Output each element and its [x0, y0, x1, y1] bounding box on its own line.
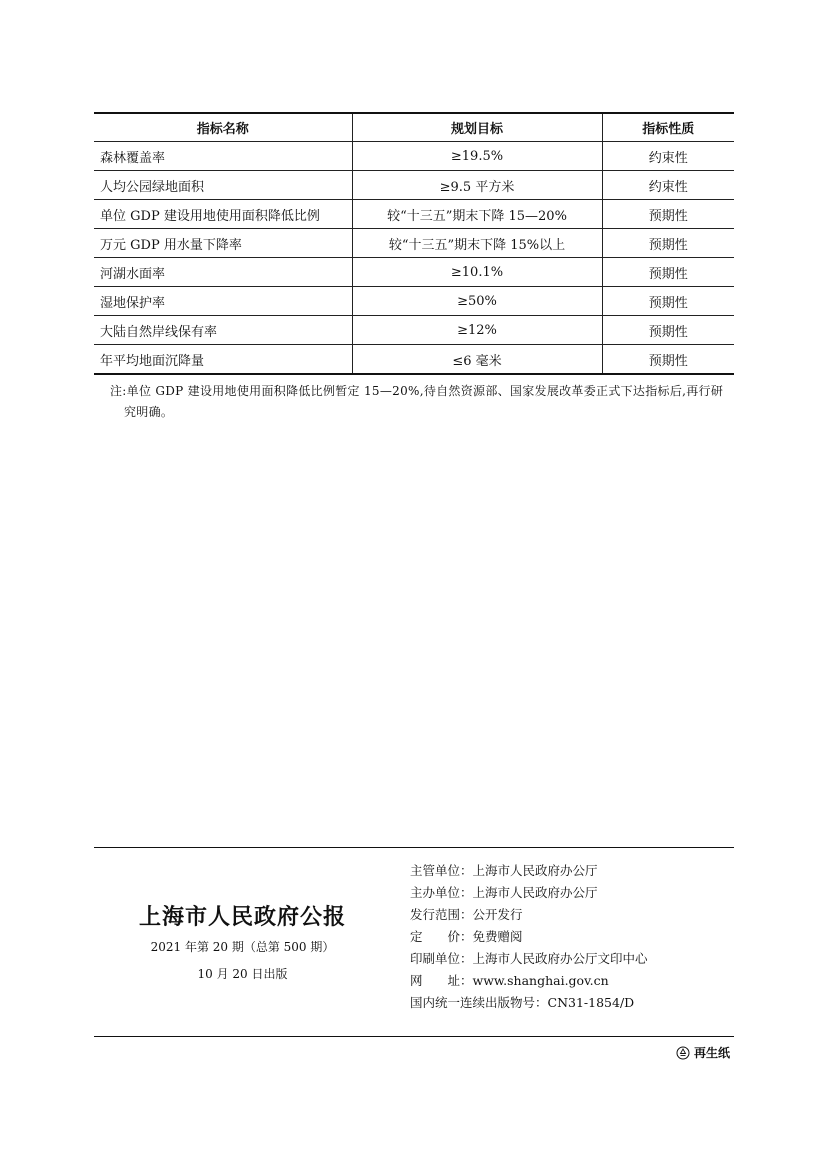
- cell-indicator-name: 年平均地面沉降量: [94, 345, 352, 375]
- cell-nature: 预期性: [602, 316, 734, 345]
- colophon-row-price: [410, 926, 648, 948]
- colophon-label: 主管单位：: [410, 863, 473, 878]
- colophon-value: 公开发行: [472, 907, 523, 922]
- publication-issue: 2021 年第 20 期（总第 500 期）: [150, 940, 335, 954]
- cell-target: ≥9.5 平方米: [352, 171, 602, 200]
- table-row: [94, 258, 734, 287]
- colophon-row-serial-number: [410, 992, 648, 1014]
- colophon-bottom-rule: [94, 1036, 734, 1037]
- publication-title: 上海市人民政府公报: [138, 904, 346, 930]
- colophon: [410, 860, 648, 1014]
- indicator-table: [94, 112, 734, 375]
- colophon-row-sponsor: [410, 882, 648, 904]
- cell-nature: 约束性: [602, 142, 734, 171]
- table-header-row: [94, 113, 734, 142]
- cell-nature: 预期性: [602, 345, 734, 375]
- table-row: [94, 171, 734, 200]
- cell-nature: 预期性: [602, 229, 734, 258]
- cell-indicator-name: 单位 GDP 建设用地使用面积降低比例: [94, 200, 352, 229]
- table-row: [94, 345, 734, 375]
- colophon-value: 上海市人民政府办公厅: [472, 863, 598, 878]
- cell-target: ≤6 毫米: [352, 345, 602, 375]
- header-indicator-name: 指标名称: [94, 113, 352, 142]
- colophon-value: 免费赠阅: [472, 929, 523, 944]
- cell-indicator-name: 森林覆盖率: [94, 142, 352, 171]
- cell-target: 较“十三五”期末下降 15%以上: [352, 229, 602, 258]
- colophon-value: 上海市人民政府办公厅文印中心: [472, 951, 648, 966]
- colophon-value: www.shanghai.gov.cn: [472, 973, 609, 988]
- table-row: [94, 142, 734, 171]
- publication-date: 10 月 20 日出版: [197, 967, 288, 981]
- cell-indicator-name: 河湖水面率: [94, 258, 352, 287]
- recycle-icon: [676, 1046, 690, 1060]
- header-nature: 指标性质: [602, 113, 734, 142]
- colophon-value: CN31-1854/D: [547, 995, 635, 1010]
- colophon-label: 定 价：: [410, 929, 473, 944]
- recycled-paper-mark: [676, 1044, 730, 1061]
- colophon-label: 印刷单位：: [410, 951, 473, 966]
- cell-target: 较“十三五”期末下降 15—20%: [352, 200, 602, 229]
- table-row: [94, 200, 734, 229]
- cell-nature: 约束性: [602, 171, 734, 200]
- colophon-row-printer: [410, 948, 648, 970]
- colophon-label: 主办单位：: [410, 885, 473, 900]
- cell-indicator-name: 万元 GDP 用水量下降率: [94, 229, 352, 258]
- indicator-table-container: [94, 112, 734, 375]
- table-footnote: 注:单位 GDP 建设用地使用面积降低比例暂定 15—20%,待自然资源部、国家发展改革委正式下达指标后,再行研究明确。: [110, 384, 724, 419]
- cell-nature: 预期性: [602, 258, 734, 287]
- cell-indicator-name: 人均公园绿地面积: [94, 171, 352, 200]
- colophon-label: 国内统一连续出版物号：: [410, 995, 548, 1010]
- cell-target: ≥10.1%: [352, 258, 602, 287]
- table-row: [94, 316, 734, 345]
- cell-target: ≥19.5%: [352, 142, 602, 171]
- colophon-row-distribution: [410, 904, 648, 926]
- colophon-top-rule: [94, 847, 734, 848]
- colophon-label: 发行范围：: [410, 907, 473, 922]
- colophon-row-supervisor: [410, 860, 648, 882]
- cell-target: ≥12%: [352, 316, 602, 345]
- cell-indicator-name: 湿地保护率: [94, 287, 352, 316]
- colophon-row-website: [410, 970, 648, 992]
- table-row: [94, 229, 734, 258]
- header-target: 规划目标: [352, 113, 602, 142]
- cell-nature: 预期性: [602, 287, 734, 316]
- cell-nature: 预期性: [602, 200, 734, 229]
- cell-indicator-name: 大陆自然岸线保有率: [94, 316, 352, 345]
- recycled-paper-label: 再生纸: [694, 1046, 731, 1060]
- colophon-label: 网 址：: [410, 973, 473, 988]
- table-row: [94, 287, 734, 316]
- cell-target: ≥50%: [352, 287, 602, 316]
- colophon-value: 上海市人民政府办公厅: [472, 885, 598, 900]
